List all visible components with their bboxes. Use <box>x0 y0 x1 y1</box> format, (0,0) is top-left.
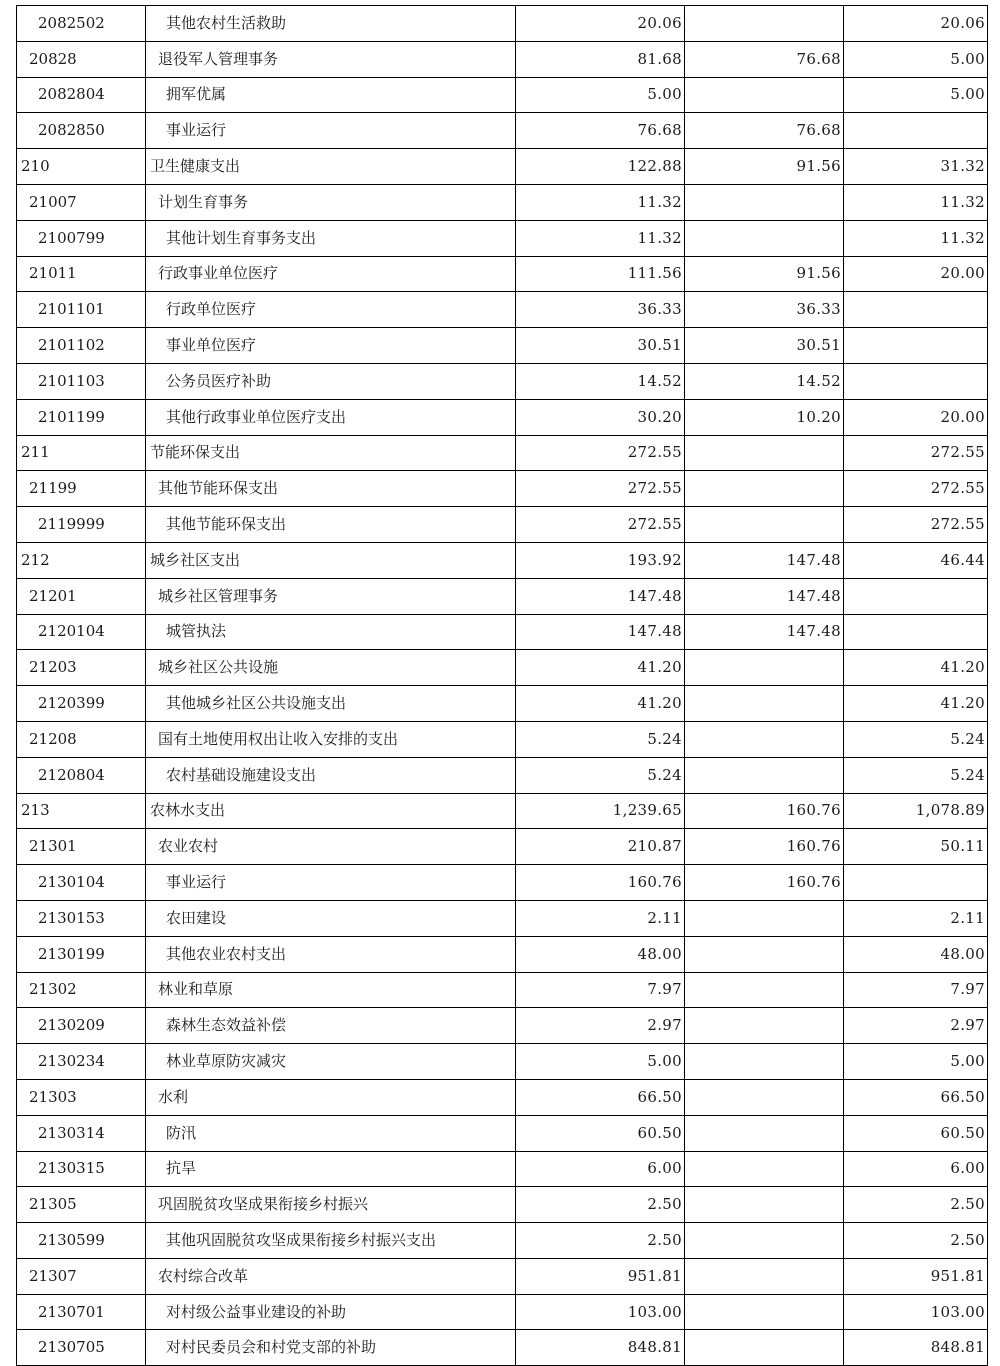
table-row <box>17 936 988 972</box>
subject-name-cell: 计划生育事务 <box>146 184 516 220</box>
basic-expenditure-cell <box>685 1223 844 1259</box>
total-amount-cell: 111.56 <box>516 256 685 292</box>
project-expenditure-cell: 41.20 <box>844 686 988 722</box>
subject-name-cell: 行政单位医疗 <box>146 292 516 328</box>
project-expenditure-cell <box>844 614 988 650</box>
basic-expenditure-cell <box>685 220 844 256</box>
subject-code-cell: 2120804 <box>17 757 146 793</box>
project-expenditure-cell: 5.00 <box>844 1044 988 1080</box>
subject-name-cell: 其他行政事业单位医疗支出 <box>146 399 516 435</box>
total-amount-cell: 2.97 <box>516 1008 685 1044</box>
total-amount-cell: 2.50 <box>516 1187 685 1223</box>
subject-name-cell: 对村级公益事业建设的补助 <box>146 1294 516 1330</box>
subject-name-cell: 事业运行 <box>146 113 516 149</box>
project-expenditure-cell: 31.32 <box>844 149 988 185</box>
basic-expenditure-cell <box>685 721 844 757</box>
subject-name-cell: 其他农业农村支出 <box>146 936 516 972</box>
project-expenditure-cell: 50.11 <box>844 829 988 865</box>
subject-code-cell: 21307 <box>17 1258 146 1294</box>
table-row <box>17 77 988 113</box>
project-expenditure-cell: 2.50 <box>844 1187 988 1223</box>
project-expenditure-cell: 20.00 <box>844 399 988 435</box>
basic-expenditure-cell <box>685 1079 844 1115</box>
budget-expenditure-table <box>16 5 988 1366</box>
subject-name-cell: 其他节能环保支出 <box>146 507 516 543</box>
project-expenditure-cell: 48.00 <box>844 936 988 972</box>
table-row <box>17 149 988 185</box>
table-row <box>17 292 988 328</box>
basic-expenditure-cell: 10.20 <box>685 399 844 435</box>
project-expenditure-cell: 2.50 <box>844 1223 988 1259</box>
subject-name-cell: 城乡社区支出 <box>146 542 516 578</box>
basic-expenditure-cell <box>685 900 844 936</box>
subject-name-cell: 其他城乡社区公共设施支出 <box>146 686 516 722</box>
project-expenditure-cell: 20.00 <box>844 256 988 292</box>
subject-name-cell: 其他巩固脱贫攻坚成果衔接乡村振兴支出 <box>146 1223 516 1259</box>
total-amount-cell: 5.24 <box>516 757 685 793</box>
subject-name-cell: 公务员医疗补助 <box>146 363 516 399</box>
subject-code-cell: 2120104 <box>17 614 146 650</box>
basic-expenditure-cell <box>685 435 844 471</box>
total-amount-cell: 272.55 <box>516 471 685 507</box>
project-expenditure-cell: 7.97 <box>844 972 988 1008</box>
project-expenditure-cell <box>844 578 988 614</box>
total-amount-cell: 272.55 <box>516 435 685 471</box>
subject-name-cell: 防汛 <box>146 1115 516 1151</box>
total-amount-cell: 66.50 <box>516 1079 685 1115</box>
basic-expenditure-cell: 76.68 <box>685 41 844 77</box>
basic-expenditure-cell <box>685 1044 844 1080</box>
project-expenditure-cell: 41.20 <box>844 650 988 686</box>
total-amount-cell: 30.51 <box>516 328 685 364</box>
table-row <box>17 1223 988 1259</box>
total-amount-cell: 103.00 <box>516 1294 685 1330</box>
basic-expenditure-cell: 91.56 <box>685 149 844 185</box>
table-row <box>17 1294 988 1330</box>
total-amount-cell: 41.20 <box>516 650 685 686</box>
subject-name-cell: 对村民委员会和村党支部的补助 <box>146 1330 516 1366</box>
table-row <box>17 328 988 364</box>
basic-expenditure-cell <box>685 184 844 220</box>
basic-expenditure-cell <box>685 757 844 793</box>
subject-name-cell: 行政事业单位医疗 <box>146 256 516 292</box>
project-expenditure-cell: 5.00 <box>844 41 988 77</box>
subject-code-cell: 2119999 <box>17 507 146 543</box>
subject-code-cell: 2130701 <box>17 1294 146 1330</box>
basic-expenditure-cell <box>685 972 844 1008</box>
basic-expenditure-cell: 147.48 <box>685 614 844 650</box>
table-row <box>17 1008 988 1044</box>
subject-name-cell: 城乡社区管理事务 <box>146 578 516 614</box>
total-amount-cell: 272.55 <box>516 507 685 543</box>
total-amount-cell: 11.32 <box>516 184 685 220</box>
table-row <box>17 793 988 829</box>
subject-name-cell: 农田建设 <box>146 900 516 936</box>
table-row <box>17 1187 988 1223</box>
subject-code-cell: 2082804 <box>17 77 146 113</box>
total-amount-cell: 20.06 <box>516 6 685 42</box>
subject-name-cell: 抗旱 <box>146 1151 516 1187</box>
table-row <box>17 507 988 543</box>
project-expenditure-cell: 5.24 <box>844 721 988 757</box>
subject-code-cell: 21305 <box>17 1187 146 1223</box>
subject-name-cell: 退役军人管理事务 <box>146 41 516 77</box>
subject-code-cell: 2101103 <box>17 363 146 399</box>
basic-expenditure-cell: 91.56 <box>685 256 844 292</box>
table-row <box>17 721 988 757</box>
total-amount-cell: 2.50 <box>516 1223 685 1259</box>
basic-expenditure-cell: 76.68 <box>685 113 844 149</box>
basic-expenditure-cell: 160.76 <box>685 829 844 865</box>
project-expenditure-cell: 11.32 <box>844 220 988 256</box>
subject-code-cell: 2130199 <box>17 936 146 972</box>
subject-name-cell: 农村基础设施建设支出 <box>146 757 516 793</box>
subject-name-cell: 事业运行 <box>146 865 516 901</box>
subject-code-cell: 2130599 <box>17 1223 146 1259</box>
table-row <box>17 184 988 220</box>
subject-code-cell: 21301 <box>17 829 146 865</box>
project-expenditure-cell: 6.00 <box>844 1151 988 1187</box>
table-row <box>17 614 988 650</box>
project-expenditure-cell: 5.00 <box>844 77 988 113</box>
subject-name-cell: 林业和草原 <box>146 972 516 1008</box>
project-expenditure-cell: 103.00 <box>844 1294 988 1330</box>
project-expenditure-cell: 1,078.89 <box>844 793 988 829</box>
total-amount-cell: 11.32 <box>516 220 685 256</box>
subject-name-cell: 其他农村生活救助 <box>146 6 516 42</box>
table-row <box>17 1079 988 1115</box>
subject-name-cell: 其他节能环保支出 <box>146 471 516 507</box>
total-amount-cell: 81.68 <box>516 41 685 77</box>
table-row <box>17 1258 988 1294</box>
basic-expenditure-cell <box>685 1187 844 1223</box>
table-row <box>17 829 988 865</box>
subject-code-cell: 2130705 <box>17 1330 146 1366</box>
total-amount-cell: 36.33 <box>516 292 685 328</box>
table-row <box>17 1115 988 1151</box>
total-amount-cell: 6.00 <box>516 1151 685 1187</box>
table-row <box>17 865 988 901</box>
project-expenditure-cell: 848.81 <box>844 1330 988 1366</box>
table-row <box>17 220 988 256</box>
total-amount-cell: 5.00 <box>516 1044 685 1080</box>
total-amount-cell: 2.11 <box>516 900 685 936</box>
basic-expenditure-cell <box>685 650 844 686</box>
subject-code-cell: 213 <box>17 793 146 829</box>
table-body <box>17 6 988 1366</box>
subject-code-cell: 21201 <box>17 578 146 614</box>
subject-code-cell: 2130209 <box>17 1008 146 1044</box>
basic-expenditure-cell <box>685 77 844 113</box>
subject-code-cell: 2130314 <box>17 1115 146 1151</box>
basic-expenditure-cell: 147.48 <box>685 542 844 578</box>
project-expenditure-cell: 46.44 <box>844 542 988 578</box>
table-row <box>17 435 988 471</box>
table-row <box>17 6 988 42</box>
subject-code-cell: 2082850 <box>17 113 146 149</box>
subject-code-cell: 21208 <box>17 721 146 757</box>
total-amount-cell: 41.20 <box>516 686 685 722</box>
basic-expenditure-cell: 160.76 <box>685 865 844 901</box>
total-amount-cell: 60.50 <box>516 1115 685 1151</box>
subject-code-cell: 2100799 <box>17 220 146 256</box>
table-row <box>17 650 988 686</box>
subject-code-cell: 211 <box>17 435 146 471</box>
table-row <box>17 41 988 77</box>
project-expenditure-cell: 66.50 <box>844 1079 988 1115</box>
subject-code-cell: 2130234 <box>17 1044 146 1080</box>
subject-code-cell: 21007 <box>17 184 146 220</box>
subject-name-cell: 城乡社区公共设施 <box>146 650 516 686</box>
project-expenditure-cell: 20.06 <box>844 6 988 42</box>
basic-expenditure-cell <box>685 507 844 543</box>
table-row <box>17 1330 988 1366</box>
basic-expenditure-cell <box>685 1115 844 1151</box>
table-row <box>17 363 988 399</box>
subject-name-cell: 农林水支出 <box>146 793 516 829</box>
basic-expenditure-cell <box>685 936 844 972</box>
total-amount-cell: 848.81 <box>516 1330 685 1366</box>
subject-code-cell: 2101199 <box>17 399 146 435</box>
project-expenditure-cell <box>844 292 988 328</box>
subject-code-cell: 21011 <box>17 256 146 292</box>
subject-code-cell: 2130104 <box>17 865 146 901</box>
basic-expenditure-cell <box>685 1330 844 1366</box>
table-row <box>17 256 988 292</box>
project-expenditure-cell: 272.55 <box>844 507 988 543</box>
subject-code-cell: 21199 <box>17 471 146 507</box>
subject-code-cell: 2120399 <box>17 686 146 722</box>
subject-code-cell: 2101101 <box>17 292 146 328</box>
total-amount-cell: 147.48 <box>516 614 685 650</box>
basic-expenditure-cell: 147.48 <box>685 578 844 614</box>
basic-expenditure-cell <box>685 1258 844 1294</box>
subject-code-cell: 21203 <box>17 650 146 686</box>
project-expenditure-cell <box>844 363 988 399</box>
subject-code-cell: 2130153 <box>17 900 146 936</box>
total-amount-cell: 193.92 <box>516 542 685 578</box>
table-row <box>17 900 988 936</box>
project-expenditure-cell: 951.81 <box>844 1258 988 1294</box>
subject-name-cell: 农业农村 <box>146 829 516 865</box>
project-expenditure-cell: 11.32 <box>844 184 988 220</box>
table-row <box>17 1044 988 1080</box>
subject-name-cell: 卫生健康支出 <box>146 149 516 185</box>
subject-code-cell: 2101102 <box>17 328 146 364</box>
total-amount-cell: 14.52 <box>516 363 685 399</box>
subject-name-cell: 森林生态效益补偿 <box>146 1008 516 1044</box>
total-amount-cell: 210.87 <box>516 829 685 865</box>
project-expenditure-cell <box>844 328 988 364</box>
table-row <box>17 1151 988 1187</box>
table-row <box>17 113 988 149</box>
subject-name-cell: 事业单位医疗 <box>146 328 516 364</box>
subject-name-cell: 巩固脱贫攻坚成果衔接乡村振兴 <box>146 1187 516 1223</box>
basic-expenditure-cell: 160.76 <box>685 793 844 829</box>
subject-code-cell: 212 <box>17 542 146 578</box>
total-amount-cell: 122.88 <box>516 149 685 185</box>
table-row <box>17 972 988 1008</box>
total-amount-cell: 5.24 <box>516 721 685 757</box>
project-expenditure-cell: 2.11 <box>844 900 988 936</box>
table-row <box>17 471 988 507</box>
basic-expenditure-cell: 30.51 <box>685 328 844 364</box>
total-amount-cell: 5.00 <box>516 77 685 113</box>
subject-name-cell: 节能环保支出 <box>146 435 516 471</box>
subject-name-cell: 林业草原防灾减灾 <box>146 1044 516 1080</box>
project-expenditure-cell: 60.50 <box>844 1115 988 1151</box>
total-amount-cell: 7.97 <box>516 972 685 1008</box>
table-row <box>17 686 988 722</box>
basic-expenditure-cell <box>685 1294 844 1330</box>
subject-code-cell: 210 <box>17 149 146 185</box>
basic-expenditure-cell <box>685 686 844 722</box>
total-amount-cell: 76.68 <box>516 113 685 149</box>
total-amount-cell: 951.81 <box>516 1258 685 1294</box>
project-expenditure-cell: 5.24 <box>844 757 988 793</box>
basic-expenditure-cell <box>685 471 844 507</box>
total-amount-cell: 160.76 <box>516 865 685 901</box>
total-amount-cell: 147.48 <box>516 578 685 614</box>
subject-code-cell: 2082502 <box>17 6 146 42</box>
subject-code-cell: 21302 <box>17 972 146 1008</box>
subject-name-cell: 城管执法 <box>146 614 516 650</box>
basic-expenditure-cell <box>685 6 844 42</box>
basic-expenditure-cell <box>685 1008 844 1044</box>
project-expenditure-cell: 2.97 <box>844 1008 988 1044</box>
project-expenditure-cell: 272.55 <box>844 435 988 471</box>
table-row <box>17 578 988 614</box>
table-row <box>17 757 988 793</box>
basic-expenditure-cell: 36.33 <box>685 292 844 328</box>
subject-name-cell: 水利 <box>146 1079 516 1115</box>
subject-name-cell: 国有土地使用权出让收入安排的支出 <box>146 721 516 757</box>
subject-code-cell: 2130315 <box>17 1151 146 1187</box>
subject-code-cell: 20828 <box>17 41 146 77</box>
project-expenditure-cell: 272.55 <box>844 471 988 507</box>
total-amount-cell: 1,239.65 <box>516 793 685 829</box>
project-expenditure-cell <box>844 865 988 901</box>
subject-name-cell: 拥军优属 <box>146 77 516 113</box>
subject-name-cell: 其他计划生育事务支出 <box>146 220 516 256</box>
total-amount-cell: 30.20 <box>516 399 685 435</box>
table-row <box>17 542 988 578</box>
subject-code-cell: 21303 <box>17 1079 146 1115</box>
basic-expenditure-cell: 14.52 <box>685 363 844 399</box>
table-row <box>17 399 988 435</box>
basic-expenditure-cell <box>685 1151 844 1187</box>
total-amount-cell: 48.00 <box>516 936 685 972</box>
subject-name-cell: 农村综合改革 <box>146 1258 516 1294</box>
project-expenditure-cell <box>844 113 988 149</box>
